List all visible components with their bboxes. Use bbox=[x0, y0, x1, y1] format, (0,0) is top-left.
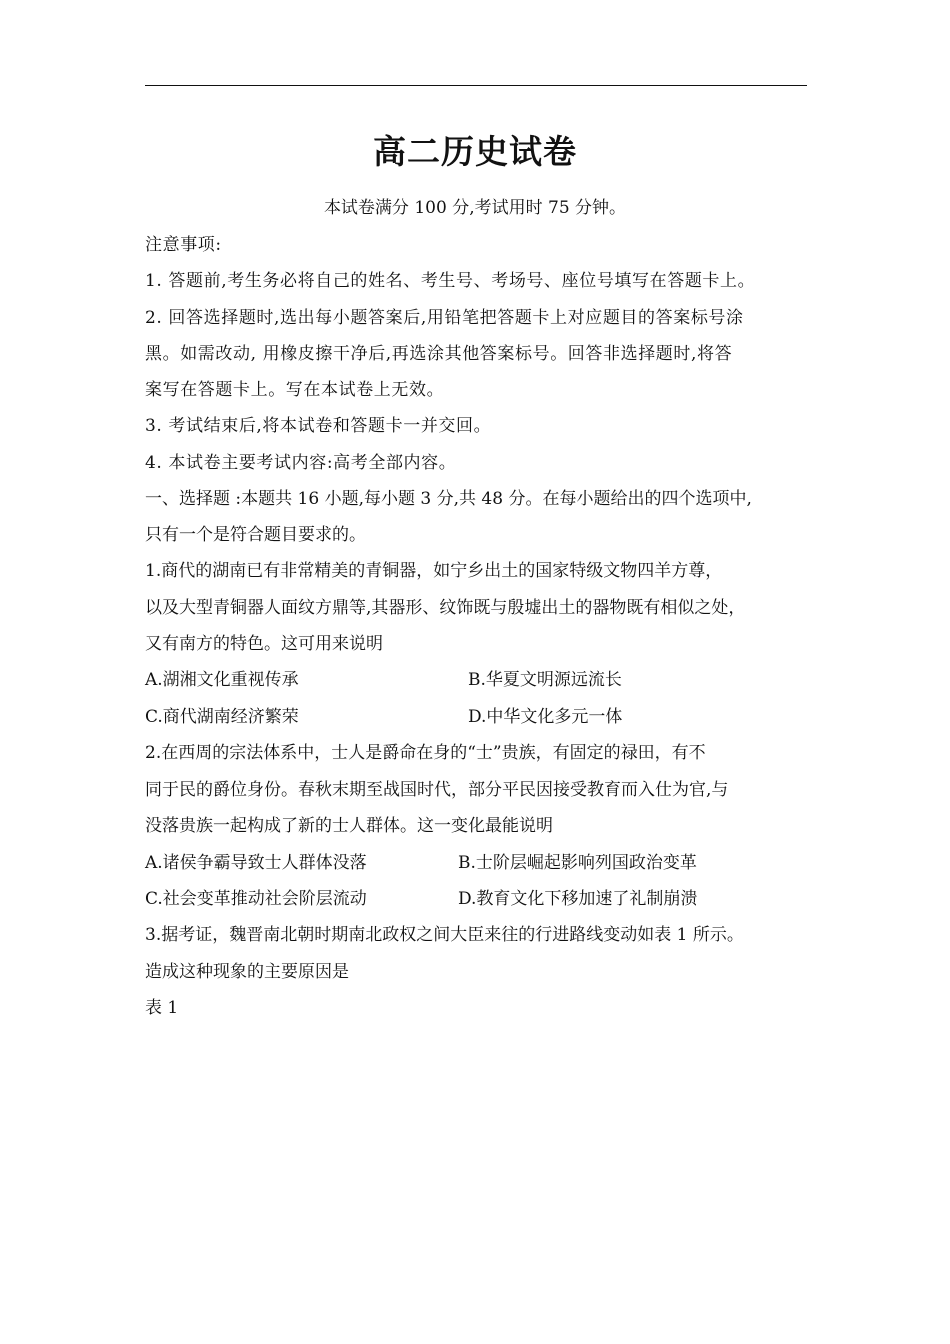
notice-heading: 注意事项: bbox=[145, 235, 222, 255]
question-2-option-b: B.士阶层崛起影响列国政治变革 bbox=[458, 853, 697, 873]
page-title: 高二历史试卷 bbox=[373, 132, 577, 171]
header-rule bbox=[145, 85, 807, 86]
question-1-option-a: A.湖湘文化重视传承 bbox=[145, 670, 299, 690]
question-2-line-2: 同于民的爵位身份。春秋末期至战国时代，部分平民因接受教育而入仕为官,与 bbox=[145, 780, 729, 800]
notice-line-3: 黑。如需改动, 用橡皮擦干净后,再选涂其他答案标号。回答非选择题时,将答 bbox=[145, 344, 733, 364]
question-1-line-1: 1.商代的湖南已有非常精美的青铜器，如宁乡出土的国家特级文物四羊方尊， bbox=[145, 561, 723, 581]
question-2-line-1: 2.在西周的宗法体系中，士人是爵命在身的“士”贵族，有固定的禄田，有不 bbox=[145, 743, 706, 763]
question-2-option-a: A.诸侯争霸导致士人群体没落 bbox=[145, 853, 367, 873]
question-1-line-2: 以及大型青铜器人面纹方鼎等,其器形、纹饰既与殷墟出土的器物既有相似之处， bbox=[145, 598, 746, 618]
notice-line-4: 案写在答题卡上。写在本试卷上无效。 bbox=[145, 380, 445, 400]
question-1-line-3: 又有南方的特色。这可用来说明 bbox=[145, 634, 383, 654]
question-2-option-c: C.社会变革推动社会阶层流动 bbox=[145, 889, 367, 909]
question-1-option-d: D.中华文化多元一体 bbox=[468, 707, 623, 727]
question-2-line-3: 没落贵族一起构成了新的士人群体。这一变化最能说明 bbox=[145, 816, 553, 836]
question-1-option-b: B.华夏文明源远流长 bbox=[468, 670, 622, 690]
table-1-label: 表 1 bbox=[145, 998, 179, 1018]
section-intro-line-2: 只有一个是符合题目要求的。 bbox=[145, 525, 366, 545]
section-intro-line-1: 一、选择题 :本题共 16 小题,每小题 3 分,共 48 分。在每小题给出的四个选项中, bbox=[145, 489, 752, 509]
notice-line-6: 4. 本试卷主要考试内容:高考全部内容。 bbox=[145, 453, 457, 473]
question-3-line-1: 3.据考证，魏晋南北朝时期南北政权之间大臣来往的行进路线变动如表 1 所示。 bbox=[145, 925, 744, 945]
question-3-line-2: 造成这种现象的主要原因是 bbox=[145, 962, 349, 982]
notice-line-5: 3. 考试结束后,将本试卷和答题卡一并交回。 bbox=[145, 416, 492, 436]
exam-subtitle: 本试卷满分 100 分,考试用时 75 分钟。 bbox=[323, 198, 627, 218]
notice-line-1: 1. 答题前,考生务必将自己的姓名、考生号、考场号、座位号填写在答题卡上。 bbox=[145, 271, 756, 291]
notice-line-2: 2. 回答选择题时,选出每小题答案后,用铅笔把答题卡上对应题目的答案标号涂 bbox=[145, 308, 744, 328]
question-1-option-c: C.商代湖南经济繁荣 bbox=[145, 707, 299, 727]
question-2-option-d: D.教育文化下移加速了礼制崩溃 bbox=[458, 889, 698, 909]
